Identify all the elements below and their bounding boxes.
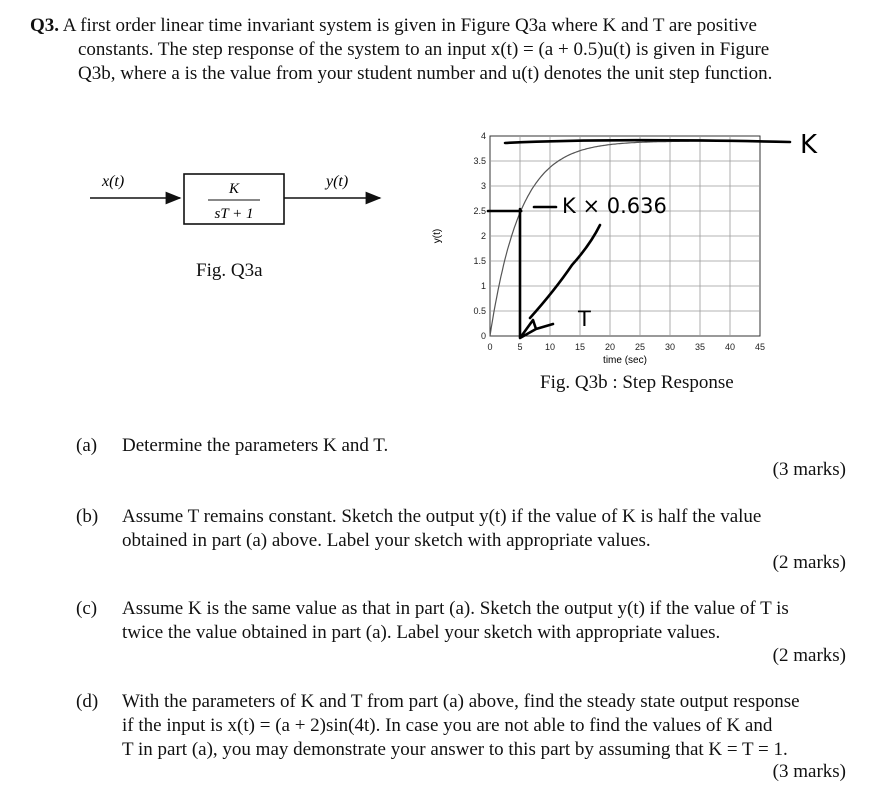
x-axis-label: time (sec): [603, 355, 647, 366]
part-a-label: (a): [76, 435, 98, 456]
y-tick-label: 3: [480, 181, 486, 191]
k-times-level-annotation: K × 0.636: [562, 194, 667, 218]
x-tick-label: 35: [694, 342, 706, 352]
chart-grid: [490, 136, 760, 336]
handwritten-annotations: [488, 140, 790, 338]
y-tick-label: 0: [480, 331, 486, 341]
x-tick-label: 20: [604, 342, 616, 352]
part-b-line-1: Assume T remains constant. Sketch the output y(t) if the value of K is half the value: [122, 506, 762, 527]
delta-marker: [520, 320, 553, 338]
part-d-line-2: if the input is x(t) = (a + 2)sin(4t). In case you are not able to find the values of K and: [122, 715, 773, 736]
intro-line-1: Q3. A first order linear time invariant system is given in Figure Q3a where K and T are positive: [30, 15, 757, 36]
part-b-label: (b): [76, 506, 99, 527]
part-d-line-3: T in part (a), you may demonstrate your answer to this part by assuming that K = T = 1.: [122, 739, 788, 760]
y-axis-label: y(t): [432, 228, 443, 244]
x-tick-label: 15: [574, 342, 586, 352]
x-tick-label: 30: [664, 342, 676, 352]
y-tick-label: 1.5: [473, 256, 486, 266]
y-tick-label: 2: [480, 231, 486, 241]
part-b-marks: (2 marks): [772, 552, 846, 573]
x-tick-label: 40: [724, 342, 736, 352]
y-tick-label: 2.5: [473, 206, 486, 216]
part-d-marks: (3 marks): [772, 761, 846, 782]
part-c-marks: (2 marks): [772, 645, 846, 666]
part-c-label: (c): [76, 598, 98, 619]
fig-q3b-caption: Fig. Q3b : Step Response: [540, 372, 734, 393]
part-c-line-1: Assume K is the same value as that in part (a). Sketch the output y(t) if the value of T is: [122, 598, 789, 619]
x-tick-label: 25: [634, 342, 646, 352]
x-tick-label: 45: [754, 342, 766, 352]
part-a-marks: (3 marks): [772, 459, 846, 480]
part-d-line-1: With the parameters of K and T from part (a) above, find the steady state output response: [122, 691, 800, 712]
y-tick-label: 0.5: [473, 306, 486, 316]
tf-numerator: K: [228, 181, 240, 197]
output-label: y(t): [326, 173, 349, 190]
question-number: Q3.: [30, 15, 60, 36]
part-d-text: [122, 690, 847, 762]
part-b-line-2: obtained in part (a) above. Label your sketch with appropriate values.: [122, 530, 651, 551]
x-tick-label: 10: [544, 342, 556, 352]
y-tick-label: 4: [480, 131, 486, 141]
intro-line-2: constants. The step response of the system to an input x(t) = (a + 0.5)u(t) is given in Figure: [78, 39, 770, 60]
question-intro: [30, 14, 846, 86]
step-response-chart: [420, 120, 860, 380]
part-c-line-2: twice the value obtained in part (a). Label your sketch with appropriate values.: [122, 622, 721, 643]
pointer-stroke: [530, 225, 600, 318]
part-b-text: [122, 505, 847, 553]
fig-q3a-caption: Fig. Q3a: [196, 260, 263, 281]
t-annotation: T: [578, 307, 591, 331]
k-mark-annotation: K: [800, 130, 818, 160]
y-tick-label: 1: [480, 281, 486, 291]
y-tick-label: 3.5: [473, 156, 486, 166]
part-c-text: [122, 597, 847, 645]
x-tick-label: 0: [487, 342, 493, 352]
input-label: x(t): [102, 173, 125, 190]
chart-ticks: [473, 131, 765, 352]
tf-denominator: sT + 1: [214, 206, 254, 222]
intro-line-3: Q3b, where a is the value from your student number and u(t) denotes the unit step function.: [78, 63, 773, 84]
step-response-curve: [490, 141, 760, 336]
x-tick-label: 5: [517, 342, 523, 352]
part-d-label: (d): [76, 691, 99, 712]
part-a-text: Determine the parameters K and T.: [122, 435, 389, 456]
